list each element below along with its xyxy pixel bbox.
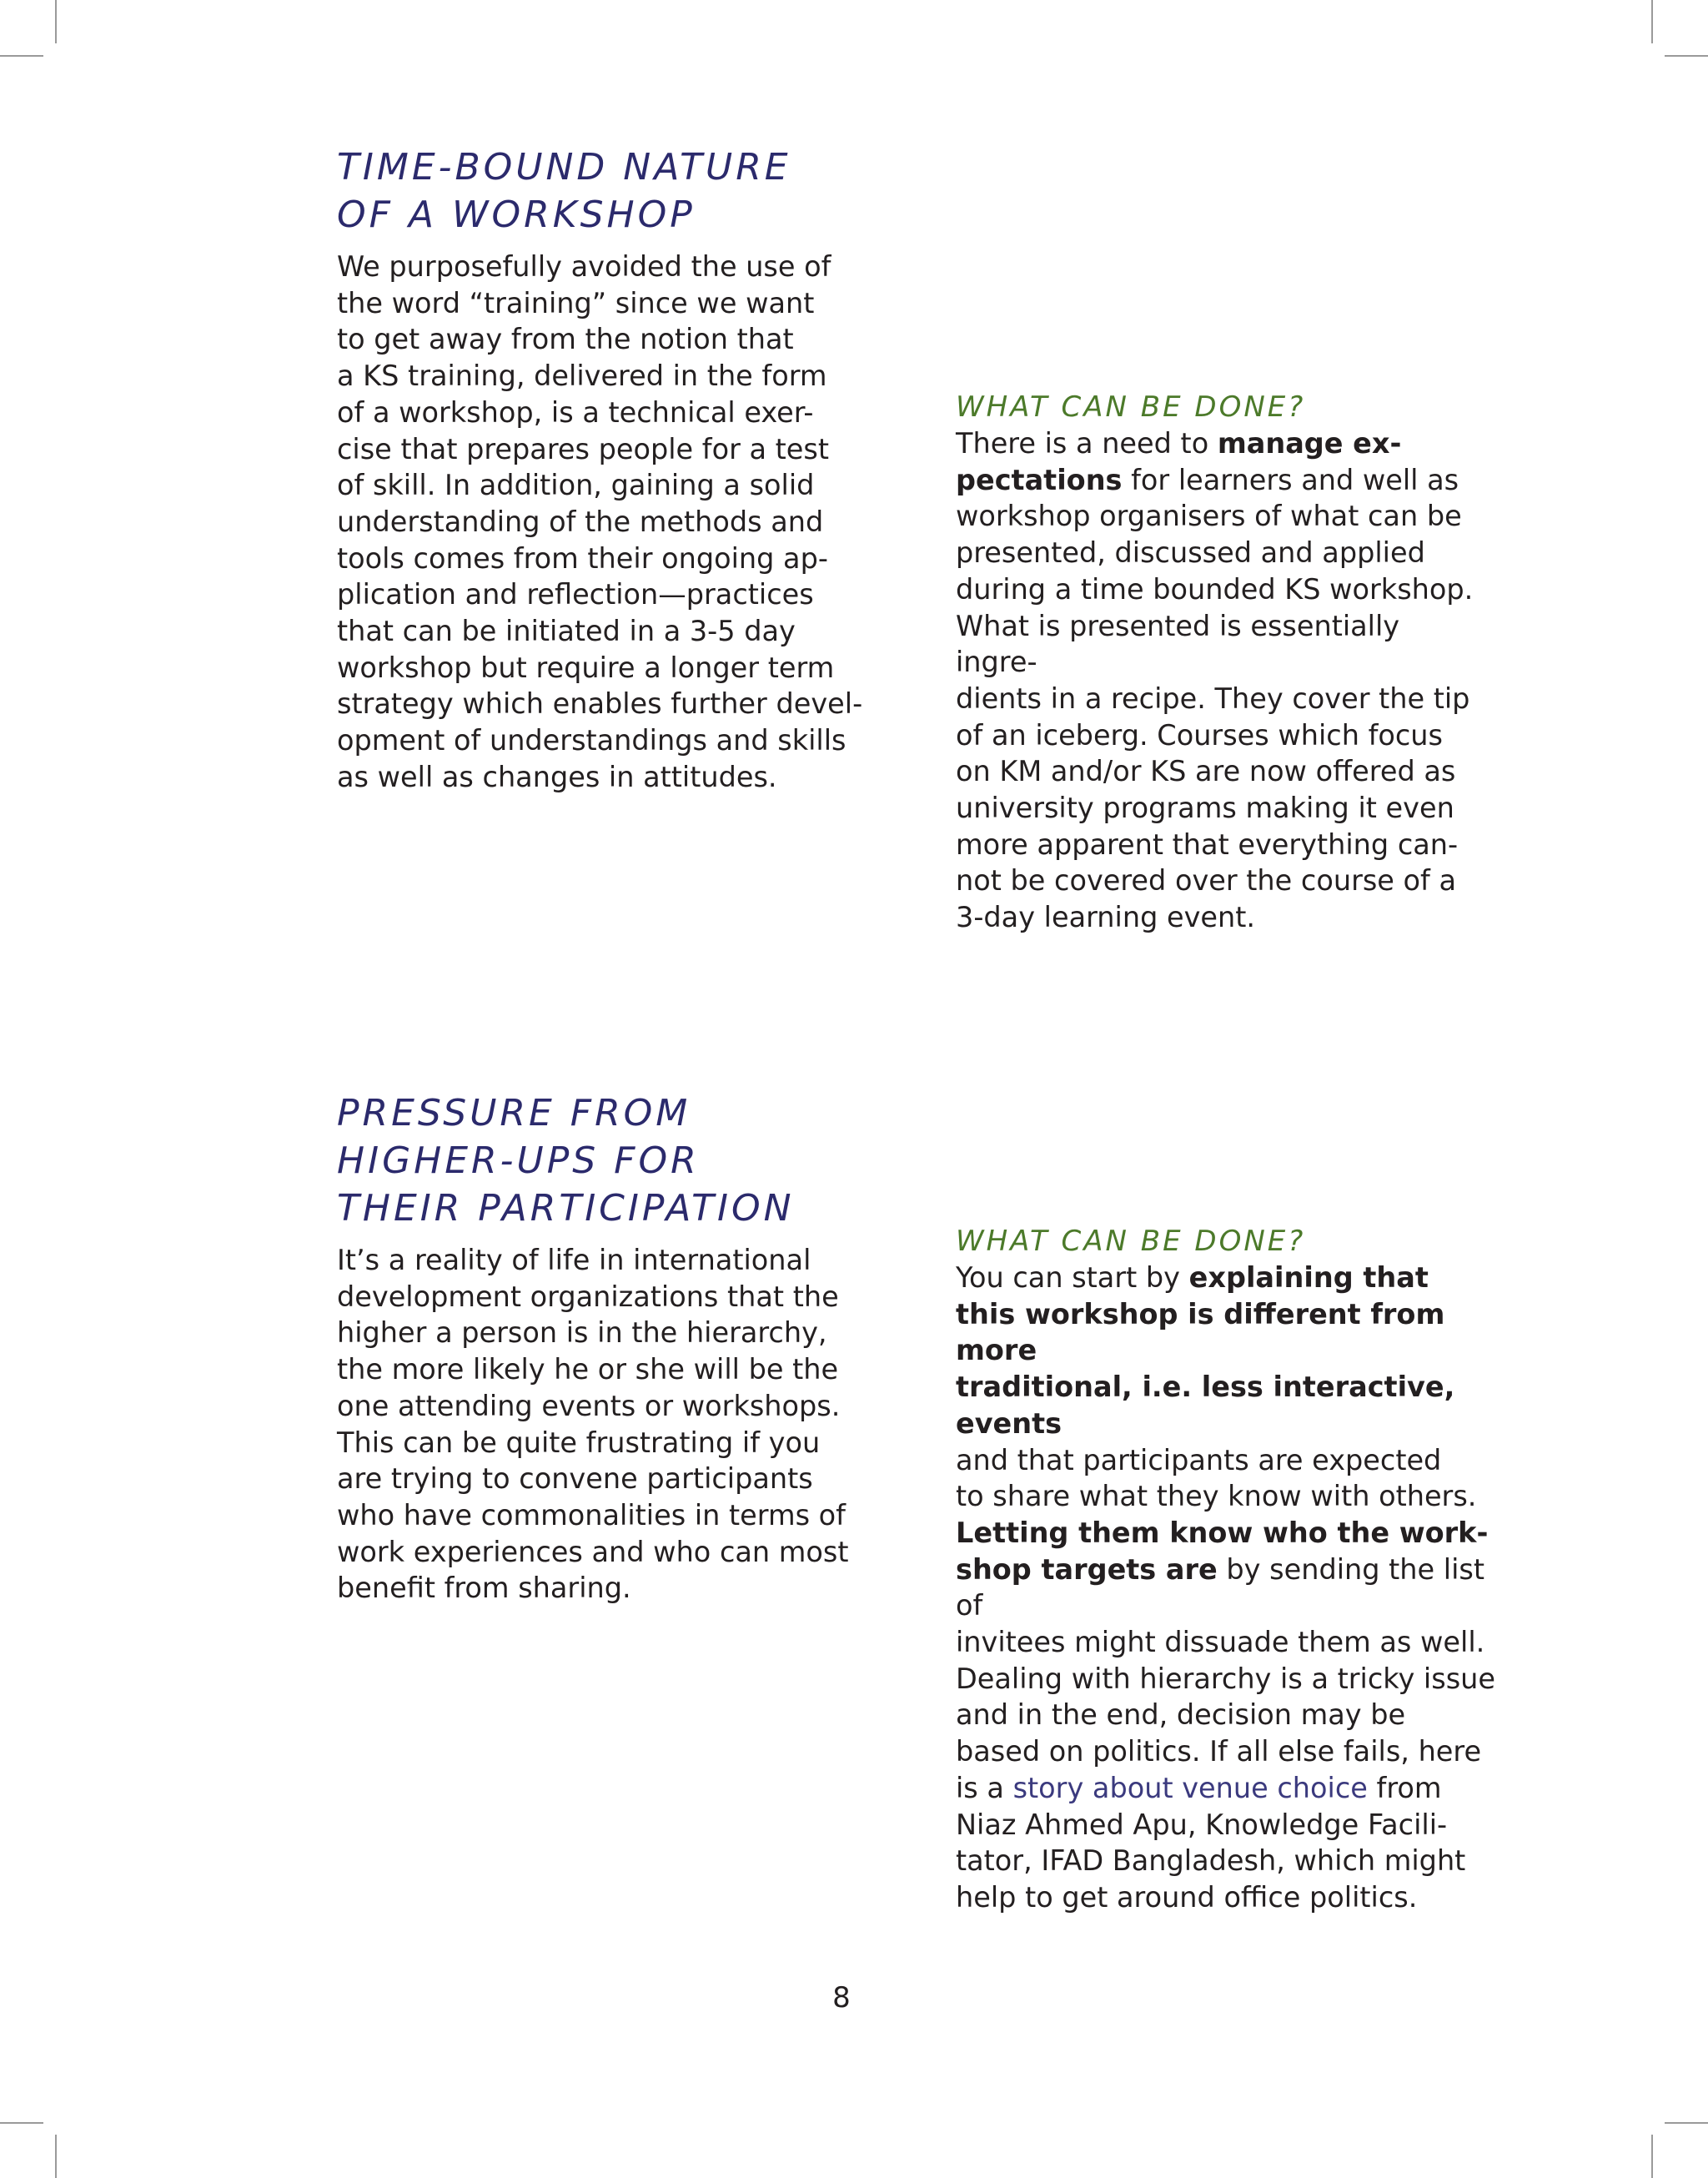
body-line: Dealing with hierarchy is a tricky issue: [956, 1662, 1495, 1695]
section-body: [337, 249, 871, 796]
body-line: strategy which enables further devel-: [337, 687, 863, 721]
heading-line: HIGHER-UPS FOR: [337, 1139, 700, 1182]
heading-line: THEIR PARTICIPATION: [337, 1187, 795, 1230]
body-line: a KS training, delivered in the form: [337, 360, 827, 393]
body-line: plication and reflection—practices: [337, 578, 814, 611]
body-line: 3-day learning event.: [956, 901, 1256, 934]
body-line: tator, IFAD Bangladesh, which might: [956, 1844, 1466, 1878]
section-time-bound: [337, 143, 871, 796]
body-line: work experiences and who can most: [337, 1535, 849, 1568]
body-line: development organizations that the: [337, 1280, 839, 1313]
aside-what-can-be-done-1: [956, 389, 1489, 936]
body-line: invitees might dissuade them as well.: [956, 1626, 1485, 1659]
body-line: Letting them know who the work-: [956, 1516, 1489, 1549]
body-line: of skill. In addition, gaining a solid: [337, 469, 815, 502]
body-line: university programs making it even: [956, 792, 1454, 825]
section-heading: [337, 143, 871, 239]
body-line: This can be quite frustrating if you: [337, 1426, 821, 1459]
body-line: that can be initiated in a 3-5 day: [337, 615, 796, 648]
crop-mark: [55, 2135, 57, 2178]
body-line: of an iceberg. Courses which focus: [956, 718, 1443, 752]
heading-line: OF A WORKSHOP: [337, 194, 696, 236]
body-line: higher a person is in the hierarchy,: [337, 1316, 827, 1350]
body-line: dients in a recipe. They cover the tip: [956, 682, 1470, 715]
body-line: as well as changes in attitudes.: [337, 760, 777, 793]
body-line: more apparent that everything can-: [956, 827, 1459, 861]
body-line: not be covered over the course of a: [956, 864, 1457, 898]
body-line: cise that prepares people for a test: [337, 432, 829, 465]
body-line: What is presented is essentially ingre-: [956, 609, 1400, 679]
aside-body: [956, 425, 1489, 936]
body-line: who have commonalities in terms of: [337, 1498, 846, 1532]
crop-mark: [1651, 2135, 1653, 2178]
body-line: tools comes from their ongoing ap-: [337, 541, 828, 575]
aside-heading: WHAT CAN BE DONE?: [956, 390, 1306, 424]
story-link[interactable]: story about venue choice: [1012, 1771, 1368, 1804]
crop-mark: [1665, 55, 1708, 57]
section-pressure: [337, 1089, 887, 1607]
body-line: of a workshop, is a technical exer-: [337, 395, 814, 429]
aside-heading: WHAT CAN BE DONE?: [956, 1225, 1306, 1258]
body-line: We purposefully avoided the use of: [337, 250, 831, 283]
body-line: help to get around office politics.: [956, 1880, 1418, 1914]
heading-line: PRESSURE FROM: [337, 1092, 691, 1134]
page-number: 8: [832, 1981, 851, 2015]
body-line: the word “training” since we want: [337, 286, 815, 319]
body-line: and in the end, decision may be: [956, 1698, 1406, 1732]
body-line: workshop but require a longer term: [337, 651, 835, 684]
section-body: [337, 1242, 887, 1607]
body-line: are trying to convene participants: [337, 1462, 813, 1496]
body-line: workshop organisers of what can be: [956, 500, 1462, 533]
body-line: this workshop is different from more: [956, 1297, 1445, 1367]
body-line: on KM and/or KS are now offered as: [956, 755, 1456, 788]
body-line: pectations for learners and well as: [956, 463, 1459, 496]
body-line: presented, discussed and applied: [956, 536, 1425, 570]
body-line: is a story about venue choice from: [956, 1771, 1442, 1804]
section-heading: [337, 1089, 887, 1232]
body-line: benefit from sharing.: [337, 1572, 631, 1605]
body-line: to get away from the notion that: [337, 323, 794, 356]
crop-mark: [55, 0, 57, 43]
crop-mark: [0, 2122, 43, 2124]
body-line: There is a need to manage ex-: [956, 427, 1402, 460]
body-line: and that participants are expected: [956, 1443, 1442, 1476]
body-line: It’s a reality of life in international: [337, 1244, 811, 1276]
body-line: shop targets are by sending the list of: [956, 1552, 1484, 1622]
body-line: traditional, i.e. less interactive, events: [956, 1371, 1455, 1440]
body-line: opment of understandings and skills: [337, 724, 846, 757]
body-line: the more likely he or she will be the: [337, 1353, 839, 1386]
aside-what-can-be-done-2: [956, 1223, 1506, 1916]
body-line: Niaz Ahmed Apu, Knowledge Facili-: [956, 1808, 1448, 1841]
crop-mark: [0, 55, 43, 57]
body-line: based on politics. If all else fails, here: [956, 1735, 1482, 1768]
aside-body: [956, 1260, 1506, 1916]
body-line: You can start by explaining that: [956, 1261, 1429, 1294]
body-line: during a time bounded KS workshop.: [956, 572, 1474, 606]
body-line: to share what they know with others.: [956, 1480, 1477, 1513]
body-line: one attending events or workshops.: [337, 1389, 841, 1422]
heading-line: TIME-BOUND NATURE: [337, 146, 791, 189]
crop-mark: [1665, 2122, 1708, 2124]
body-line: understanding of the methods and: [337, 505, 824, 538]
crop-mark: [1651, 0, 1653, 43]
